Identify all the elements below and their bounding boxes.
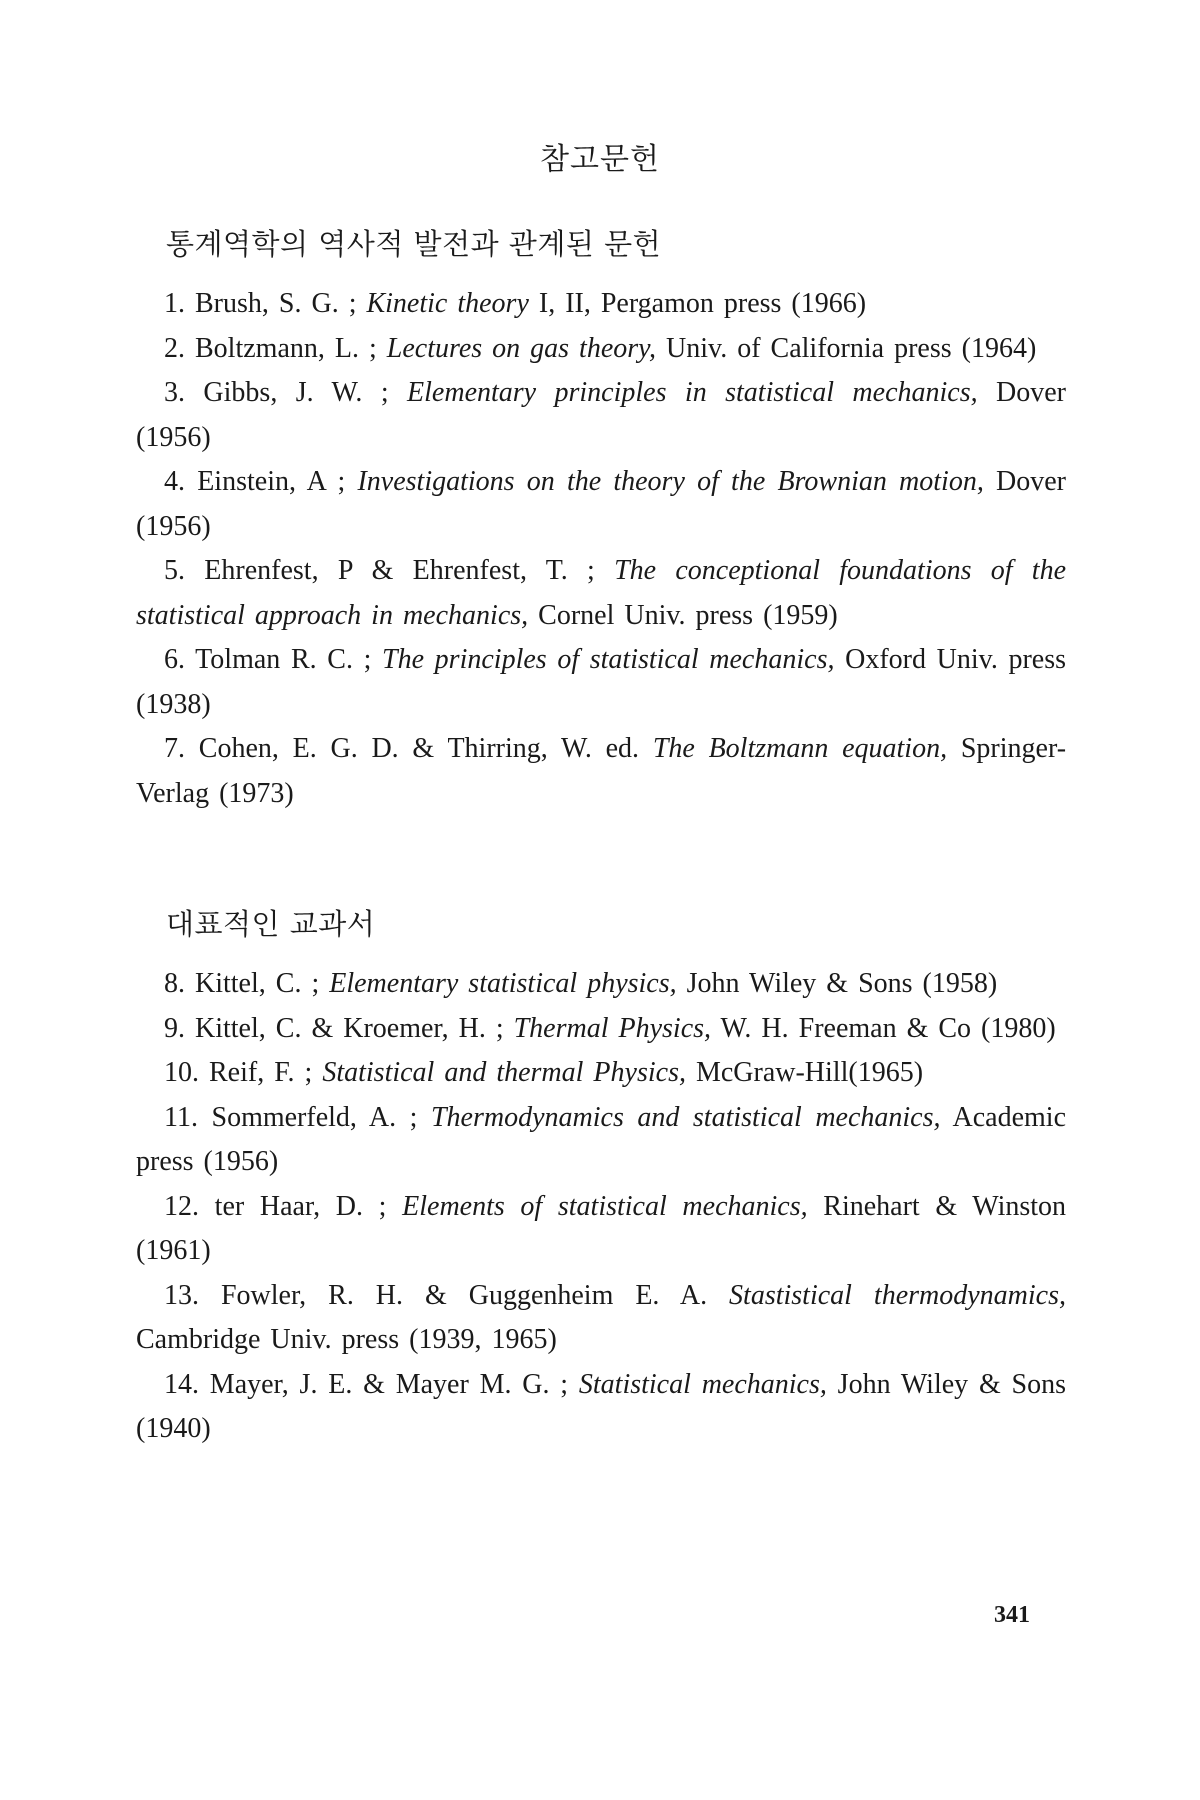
- reference-publisher: Dover (1956): [136, 466, 1066, 542]
- reference-publisher: Cambridge Univ. press (1939, 1965): [136, 1324, 557, 1355]
- reference-number: 10.: [164, 1057, 199, 1088]
- reference-publisher: John Wiley & Sons (1958): [676, 968, 998, 999]
- reference-publisher: Academic press (1956): [136, 1101, 1066, 1177]
- reference-work-title: Stastistical thermodynamics,: [729, 1279, 1066, 1311]
- reference-list-textbooks: [136, 962, 1066, 1452]
- reference-number: 11.: [164, 1101, 198, 1133]
- reference-authors: Kittel, C. ;: [195, 968, 320, 999]
- reference-work-title: Kinetic theory: [366, 288, 529, 319]
- reference-number: 7.: [164, 733, 185, 764]
- reference-work-title: Thermal Physics,: [513, 1012, 712, 1044]
- reference-item: [136, 962, 1066, 1007]
- reference-publisher: I, II, Pergamon press (1966): [528, 288, 867, 319]
- reference-authors: Fowler, R. H. & Guggenheim E. A.: [220, 1279, 708, 1311]
- reference-authors: ter Haar, D. ;: [214, 1190, 387, 1222]
- reference-number: 6.: [164, 644, 185, 675]
- reference-number: 4.: [164, 466, 185, 497]
- reference-item: [136, 727, 1066, 816]
- page-title: 참고문헌: [540, 142, 660, 177]
- reference-work-title: Thermodynamics and statistical mechanics,: [430, 1101, 941, 1133]
- reference-list-history: [136, 282, 1066, 816]
- reference-item: [136, 1274, 1066, 1363]
- reference-item: [136, 1051, 1066, 1096]
- reference-work-title: The conceptional foundations of the statistical approach in mechanics,: [136, 555, 1067, 631]
- reference-number: 14.: [164, 1368, 199, 1400]
- reference-item: [136, 549, 1066, 638]
- reference-authors: Mayer, J. E. & Mayer M. G. ;: [209, 1368, 569, 1400]
- reference-publisher: Univ. of California press (1964): [656, 332, 1037, 364]
- reference-publisher: John Wiley & Sons (1940): [136, 1368, 1066, 1444]
- reference-number: 5.: [164, 555, 185, 586]
- reference-number: 8.: [164, 968, 185, 999]
- reference-publisher: W. H. Freeman & Co (1980): [711, 1012, 1056, 1044]
- reference-number: 3.: [164, 377, 185, 408]
- reference-authors: Boltzmann, L. ;: [195, 332, 377, 364]
- reference-item: [136, 371, 1066, 460]
- reference-publisher: Oxford Univ. press (1938): [136, 644, 1067, 720]
- reference-number: 12.: [164, 1190, 199, 1222]
- reference-item: [136, 1185, 1066, 1274]
- reference-authors: Brush, S. G. ;: [195, 288, 357, 319]
- reference-item: [136, 1007, 1066, 1052]
- reference-authors: Kittel, C. & Kroemer, H. ;: [195, 1012, 504, 1044]
- reference-number: 2.: [164, 332, 185, 364]
- reference-work-title: The Boltzmann equation,: [652, 733, 948, 764]
- reference-work-title: The principles of statistical mechanics,: [382, 644, 835, 675]
- reference-work-title: Statistical mechanics,: [578, 1368, 827, 1400]
- reference-work-title: Elements of statistical mechanics,: [402, 1190, 808, 1222]
- reference-number: 1.: [164, 288, 185, 319]
- section-heading-history: 통계역학의 역사적 발전과 관계된 문헌: [166, 227, 662, 261]
- reference-item: [136, 1096, 1066, 1185]
- reference-authors: Tolman R. C. ;: [195, 644, 372, 675]
- reference-item: [136, 1363, 1066, 1452]
- reference-item: [136, 282, 1066, 327]
- reference-authors: Sommerfeld, A. ;: [211, 1101, 418, 1133]
- page-number: 341: [994, 1602, 1030, 1628]
- reference-authors: Ehrenfest, P & Ehrenfest, T. ;: [204, 555, 595, 586]
- reference-authors: Reif, F. ;: [209, 1057, 313, 1088]
- reference-publisher: Springer-Verlag (1973): [136, 733, 1067, 809]
- reference-work-title: Lectures on gas theory,: [386, 332, 657, 364]
- reference-work-title: Elementary principles in statistical mechanics,: [407, 377, 978, 408]
- reference-item: [136, 638, 1066, 727]
- reference-publisher: Rinehart & Winston (1961): [136, 1190, 1067, 1266]
- reference-item: [136, 327, 1066, 372]
- reference-authors: Gibbs, J. W. ;: [203, 377, 389, 408]
- reference-work-title: Elementary statistical physics,: [329, 968, 677, 999]
- reference-number: 9.: [164, 1012, 185, 1044]
- reference-item: [136, 460, 1066, 549]
- reference-publisher: Dover (1956): [136, 377, 1066, 453]
- reference-publisher: McGraw-Hill(1965): [685, 1057, 924, 1088]
- section-heading-textbooks: 대표적인 교과서: [166, 907, 376, 941]
- reference-work-title: Investigations on the theory of the Brownian motion,: [357, 466, 984, 497]
- reference-authors: Cohen, E. G. D. & Thirring, W. ed.: [198, 733, 640, 764]
- reference-publisher: Cornel Univ. press (1959): [528, 599, 838, 631]
- reference-authors: Einstein, A ;: [197, 466, 346, 497]
- reference-work-title: Statistical and thermal Physics,: [322, 1057, 686, 1088]
- reference-number: 13.: [164, 1279, 199, 1311]
